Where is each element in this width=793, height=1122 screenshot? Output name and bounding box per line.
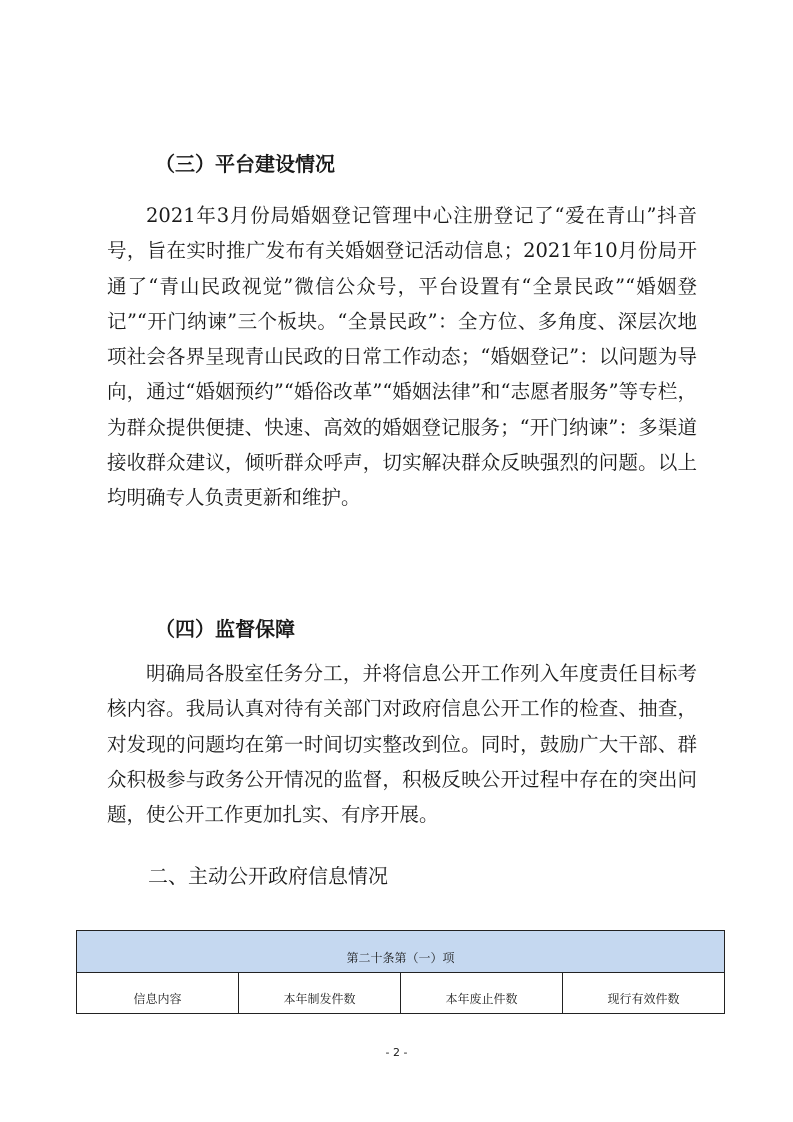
column-header: 本年废止件数 bbox=[401, 973, 563, 1014]
section-heading-supervision: （四）监督保障 bbox=[155, 617, 295, 641]
section-heading-platform: （三）平台建设情况 bbox=[155, 152, 335, 176]
column-header: 现行有效件数 bbox=[563, 973, 725, 1014]
column-header: 本年制发件数 bbox=[239, 973, 401, 1014]
paragraph-platform: 2021年3月份局婚姻登记管理中心注册登记了“爱在青山”抖音号，旨在实时推广发布有关婚姻登记活动信息；2021年10月份局开通了“青山民政视觉”微信公众号，平台设置有“全景民政”“婚姻登记”“开门纳谏”三个板块。“全景民政”：全方位、多角度、深层次地项社会各界呈现青山民政的日常工作动态；“婚姻登记”：以问题为导向，通过“婚姻预约”“婚俗改革”“婚姻法律”和“志愿者服务”等专栏，为群众提供便捷、快速、高效的婚姻登记服务；“开门纳谏”：多渠道接收群众建议，倾听群众呼声，切实解决群众反映强烈的问题。以上均明确专人负责更新和维护。 bbox=[107, 204, 697, 510]
info-table bbox=[76, 930, 725, 1014]
page-number: - 2 - bbox=[385, 1046, 408, 1059]
paragraph-supervision: 明确局各股室任务分工，并将信息公开工作列入年度责任目标考核内容。我局认真对待有关部门对政府信息公开工作的检查、抽查，对发现的问题均在第一时间切实整改到位。同时，鼓励广大干部、群众积极参与政务公开情况的监督，积极反映公开过程中存在的突出问题，使公开工作更加扎实、有序开展。 bbox=[107, 662, 697, 827]
table-header-cell: 第二十条第（一）项 bbox=[77, 931, 725, 973]
column-header: 信息内容 bbox=[77, 973, 239, 1014]
table-columns-row bbox=[77, 973, 725, 1014]
table-header-row bbox=[77, 931, 725, 973]
section-two-title: 二、主动公开政府信息情况 bbox=[148, 864, 388, 888]
